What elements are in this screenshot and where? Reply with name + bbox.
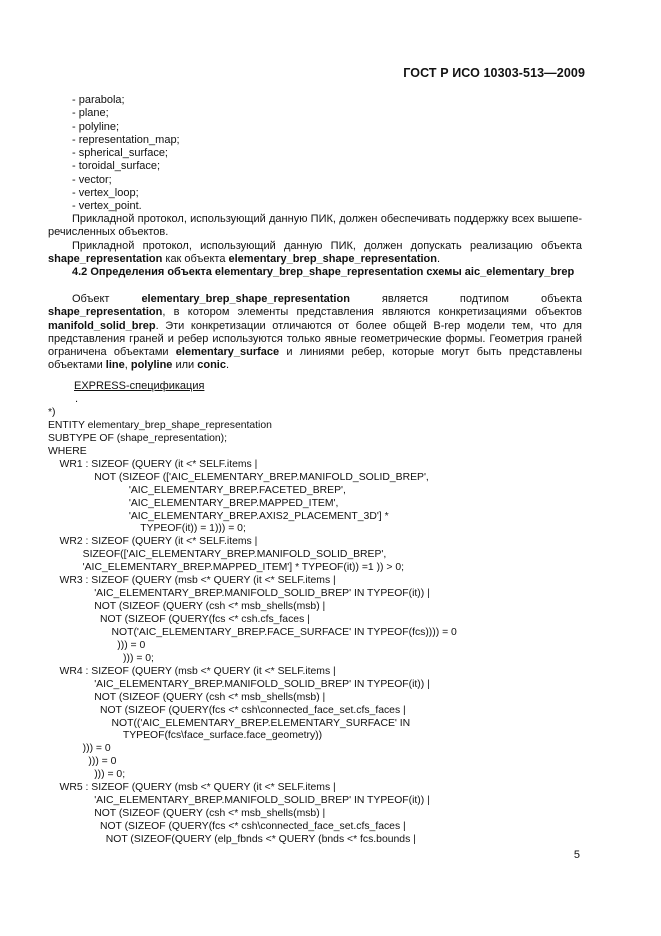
- code-line: NOT (SIZEOF(QUERY (elp_fbnds <* QUERY (bnds <* fcs.bounds |: [48, 833, 416, 845]
- code-line: ))) = 0: [48, 756, 117, 768]
- section-heading: 4.2 Определения объекта elementary_brep_shape_representation схемы aic_elementary_brep: [72, 266, 575, 278]
- code-line: NOT (SIZEOF (QUERY(fcs <* csh\connected_face_set.cfs_faces |: [48, 821, 406, 832]
- code-line: ))) = 0: [48, 639, 146, 651]
- code-line: TYPEOF(it)) = 1))) = 0;: [48, 523, 246, 535]
- code-line: NOT(('AIC_ELEMENTARY_BREP.ELEMENTARY_SURFACE' IN: [48, 717, 411, 729]
- code-line: NOT (SIZEOF (QUERY (csh <* msb_shells(msb) |: [48, 808, 326, 820]
- code-line: 'AIC_ELEMENTARY_BREP.MANIFOLD_SOLID_BREP' IN TYPEOF(it)) |: [48, 588, 430, 600]
- list-item: - vector;: [72, 173, 112, 186]
- list-item: - spherical_surface;: [72, 147, 168, 160]
- code-line: 'AIC_ELEMENTARY_BREP.MAPPED_ITEM',: [48, 497, 339, 509]
- list-item: - vertex_point.: [72, 200, 142, 213]
- page-number: 5: [573, 849, 580, 861]
- paragraph-support: Прикладной протокол, использующий данную ПИК, должен обеспечивать поддержку всех вышепе-речисленных объектов.: [48, 213, 582, 239]
- document-header: ГОСТ Р ИСО 10303-513—2009: [403, 66, 585, 80]
- express-dot: .: [75, 393, 79, 405]
- code-line: WR2 : SIZEOF (QUERY (it <* SELF.items |: [48, 536, 258, 548]
- code-line: NOT (SIZEOF (QUERY(fcs <* csh\connected_face_set.cfs_faces |: [48, 704, 406, 716]
- paragraph-implementation: Прикладной протокол, использующий данную ПИК, должен допускать реализацию объекта shape_representation как объекта elementary_brep_shape_representation.: [48, 240, 582, 266]
- code-line: ENTITY elementary_brep_shape_representation: [48, 419, 272, 431]
- express-code-block: [48, 407, 457, 847]
- code-line: ))) = 0: [48, 743, 111, 755]
- code-line: 'AIC_ELEMENTARY_BREP.MANIFOLD_SOLID_BREP' IN TYPEOF(it)) |: [48, 795, 430, 807]
- list-item: - vertex_loop;: [72, 187, 139, 200]
- list-item: - representation_map;: [72, 133, 180, 146]
- list-item: - parabola;: [72, 94, 125, 106]
- list-item: - polyline;: [72, 120, 120, 133]
- code-line: ))) = 0;: [48, 769, 126, 781]
- code-line: SUBTYPE OF (shape_representation);: [48, 432, 228, 444]
- code-line: WHERE: [48, 445, 87, 457]
- paragraph-definition: Объект elementary_brep_shape_representation является подтипом объекта shape_representation, в котором элементы представления являются конкретизациями объектов manifold_solid_brep. Эти конкретизации отличаются от более общей B-rep модели тем, что для представления граней и ребер используются только явные геометрические формы. Геометрия граней ограничена объектами elementary_surface и линиями ребер, которые могут быть представлены объектами line, polyline или conic.: [48, 293, 582, 372]
- code-line: WR3 : SIZEOF (QUERY (msb <* QUERY (it <* SELF.items |: [48, 575, 336, 587]
- code-line: WR1 : SIZEOF (QUERY (it <* SELF.items |: [48, 458, 258, 470]
- code-line: 'AIC_ELEMENTARY_BREP.MANIFOLD_SOLID_BREP' IN TYPEOF(it)) |: [48, 678, 430, 690]
- code-line: TYPEOF(fcs\face_surface.face_geometry)): [48, 730, 323, 742]
- code-line: NOT (SIZEOF (QUERY(fcs <* csh.cfs_faces |: [48, 614, 310, 625]
- code-line: WR4 : SIZEOF (QUERY (msb <* QUERY (it <* SELF.items |: [48, 665, 336, 677]
- code-line: NOT (SIZEOF (QUERY (csh <* msb_shells(msb) |: [48, 601, 326, 613]
- list-item: - plane;: [72, 107, 109, 120]
- code-line: *): [48, 407, 56, 418]
- code-line: 'AIC_ELEMENTARY_BREP.AXIS2_PLACEMENT_3D'] *: [48, 510, 389, 522]
- code-line: ))) = 0;: [48, 652, 154, 664]
- list-item: - toroidal_surface;: [72, 160, 161, 173]
- code-line: NOT (SIZEOF (QUERY (csh <* msb_shells(msb) |: [48, 691, 326, 703]
- code-line: NOT (SIZEOF (['AIC_ELEMENTARY_BREP.MANIFOLD_SOLID_BREP',: [48, 471, 429, 483]
- code-line: 'AIC_ELEMENTARY_BREP.FACETED_BREP',: [48, 484, 346, 496]
- code-line: 'AIC_ELEMENTARY_BREP.MAPPED_ITEM'] * TYPEOF(it)) =1 )) > 0;: [48, 562, 404, 574]
- code-line: NOT('AIC_ELEMENTARY_BREP.FACE_SURFACE' IN TYPEOF(fcs)))) = 0: [48, 626, 457, 638]
- entity-list: [72, 94, 180, 214]
- code-line: WR5 : SIZEOF (QUERY (msb <* QUERY (it <* SELF.items |: [48, 782, 336, 794]
- express-spec-label: EXPRESS-спецификация: [74, 380, 205, 392]
- code-line: SIZEOF(['AIC_ELEMENTARY_BREP.MANIFOLD_SOLID_BREP',: [48, 549, 387, 561]
